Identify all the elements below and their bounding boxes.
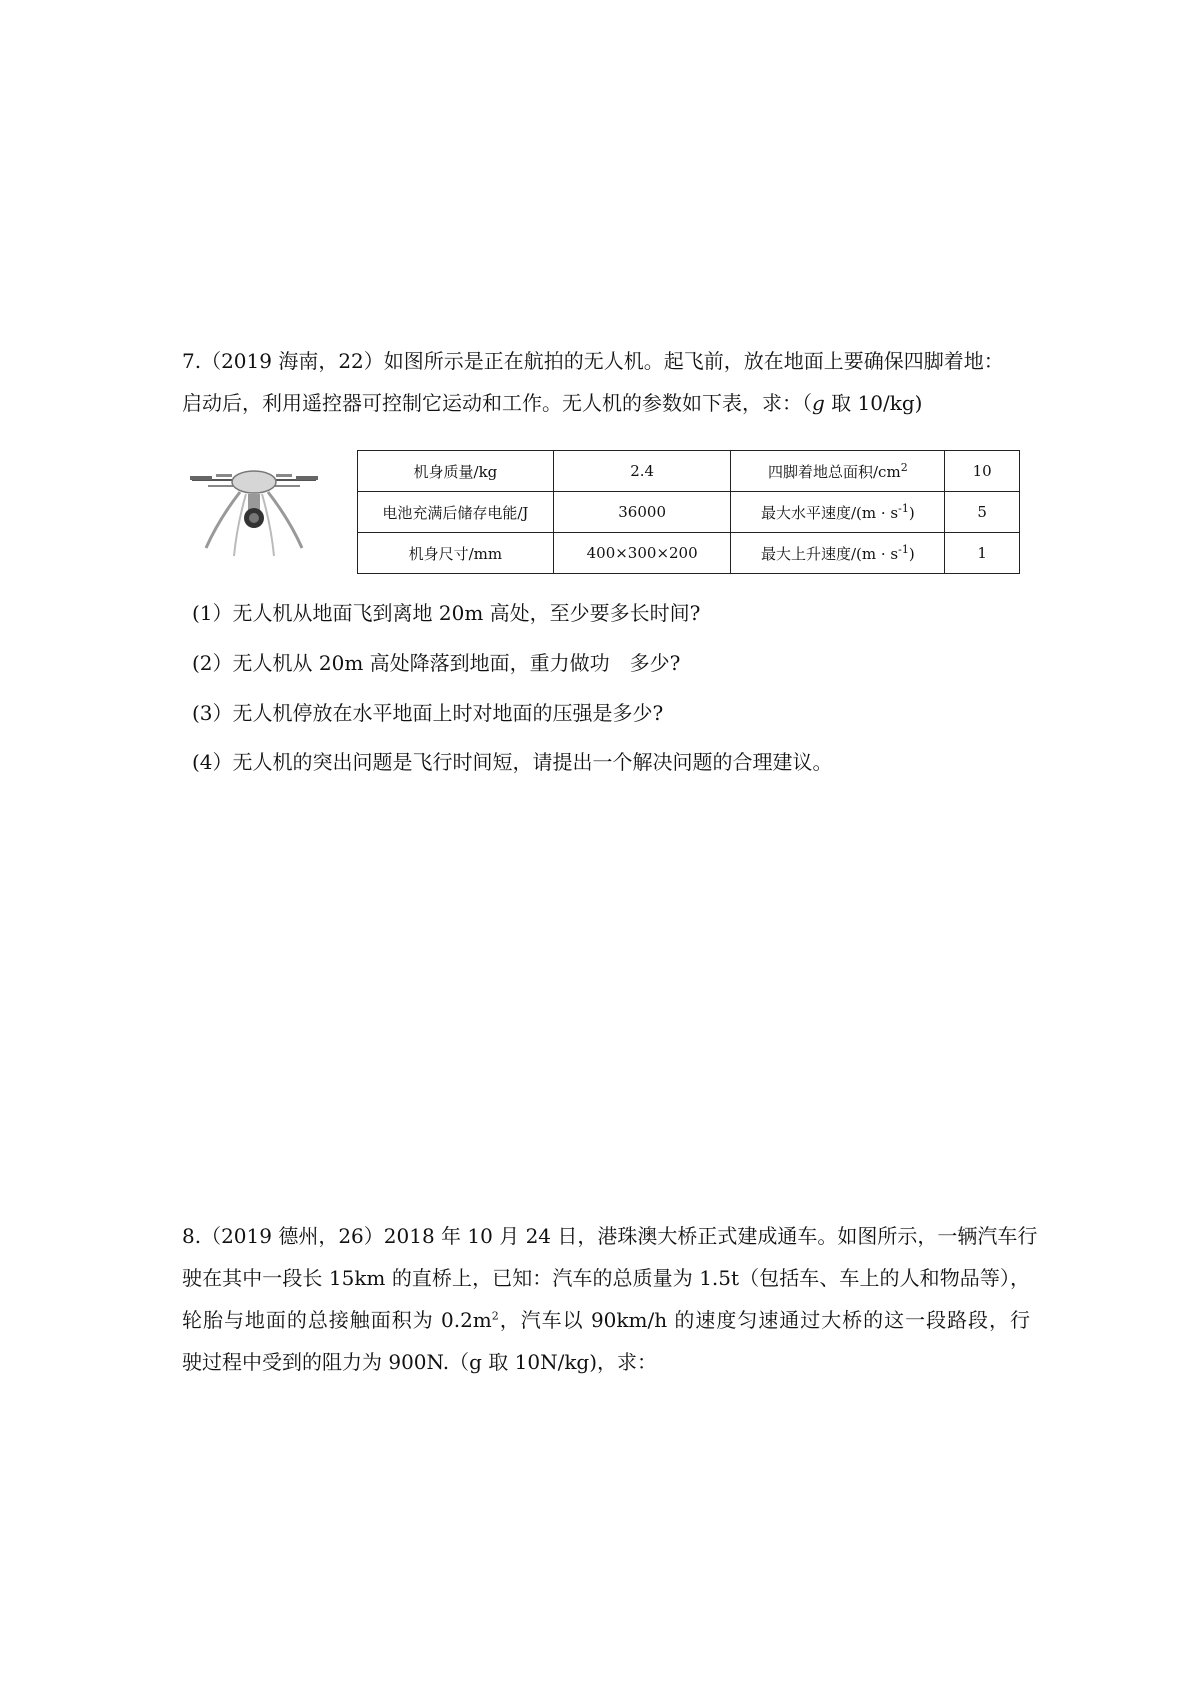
q7-line-2 [182, 382, 1030, 424]
q7-subquestion-1: (1）无人机从地面飞到离地 20m 高处，至少要多长时间? [192, 601, 701, 625]
table-row [358, 533, 1020, 574]
q7-subquestion-3: (3）无人机停放在水平地面上时对地面的压强是多少? [192, 701, 664, 725]
q8-line-2: 驶在其中一段长 15km 的直桥上，已知：汽车的总质量为 1.5t（包括车、车上的人和物品等）， [182, 1266, 1030, 1290]
cell-area-label: 四脚着地总面积$/cm^2$ [731, 451, 945, 492]
cell-mass-value: 2.4 [553, 451, 731, 492]
cell-size-value: 400×300×200 [553, 533, 731, 574]
question-8 [182, 1215, 1038, 1383]
drone-parameter-table [357, 450, 1020, 574]
question-7 [182, 340, 1030, 424]
table-row [358, 451, 1020, 492]
q7-line-2-pre: 启动后，利用遥控器可控制它运动和工作。无人机的参数如下表，求：（ [182, 391, 812, 415]
q7-subquestion-4: (4）无人机的突出问题是飞行时间短，请提出一个解决问题的合理建议。 [192, 750, 833, 774]
cell-hspeed-value: 5 [945, 492, 1020, 533]
cell-area-value: 10 [945, 451, 1020, 492]
cell-hspeed-label: 最大水平速度$/(m \cdot s^{-1})$ [731, 492, 945, 533]
q8-line-1: 8.（2019 德州，26）2018 年 10 月 24 日，港珠澳大桥正式建成通车。如图所示，一辆汽车行 [182, 1224, 1038, 1248]
q7-line-1: 7.（2019 海南，22）如图所示是正在航拍的无人机。起飞前，放在地面上要确保四脚着地： [182, 349, 1004, 373]
q7-g-symbol: g [812, 391, 825, 415]
q8-line-4: 驶过程中受到的阻力为 900N.（g 取 10N/kg)，求： [182, 1350, 658, 1374]
cell-size-label: 机身尺寸/mm [358, 533, 554, 574]
cell-energy-label: 电池充满后储存电能/J [358, 492, 554, 533]
cell-energy-value: 36000 [553, 492, 731, 533]
table-row [358, 492, 1020, 533]
q7-subquestion-2: (2）无人机从 20m 高处降落到地面，重力做功 多少? [192, 651, 681, 675]
cell-mass-label: 机身质量/kg [358, 451, 554, 492]
q7-line-2-post: 取 10/kg) [824, 391, 923, 415]
cell-vspeed-label: 最大上升速度$/(m \cdot s^{-1})$ [731, 533, 945, 574]
q8-line-3: 轮胎与地面的总接触面积为 $0.2m^2$，汽车以 90km/h 的速度匀速通过大桥的这一段路段，行 [182, 1308, 1030, 1332]
drone-image [188, 460, 320, 560]
cell-vspeed-value: 1 [945, 533, 1020, 574]
